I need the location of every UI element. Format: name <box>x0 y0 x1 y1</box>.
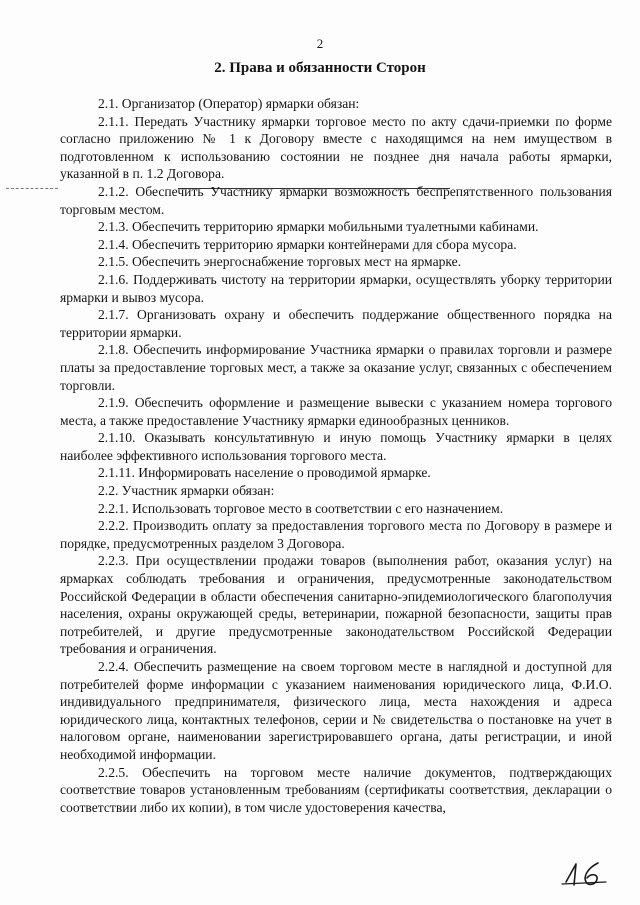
handwritten-page-number <box>560 858 610 888</box>
paragraph-2-1-1: 2.1.1. Передать Участнику ярмарки торговое место по акту сдачи-приемки по форме согласно приложению № 1 к Договору вместе с находящимся на нем имуществом в подготовленном к использованию состоянии не позднее дня начала работы ярмарки, указанной в п. 1.2 Договора. <box>60 113 612 182</box>
paragraph-2-1-5: 2.1.5. Обеспечить энергоснабжение торговых мест на ярмарке. <box>98 254 462 270</box>
paragraph-2-1-10: 2.1.10. Оказывать консультативную и иную помощь Участнику ярмарки в целях наиболее эффективного использования торгового места. <box>60 430 612 463</box>
paragraph-2-1-8: 2.1.8. Обеспечить информирование Участника ярмарки о правилах торговли и размере платы за предоставление торговых мест, а также за оказание услуг, связанных с обеспечением торговли. <box>60 342 612 393</box>
paragraph-2-1-7: 2.1.7. Организовать охрану и обеспечить поддержание общественного порядка на территории ярмарки. <box>60 307 612 340</box>
page-number: 2 <box>316 36 324 51</box>
paragraph-2-2: 2.2. Участник ярмарки обязан: <box>98 483 275 499</box>
paragraph-2-1: 2.1. Организатор (Оператор) ярмарки обязан: <box>98 96 360 111</box>
paragraph-2-2-3: 2.2.3. При осуществлении продажи товаров (выполнения работ, оказания услуг) на ярмарках соблюдать требования и ограничения, предусмотренные законодательством Российской Федерации в области обеспечения санитарно-эпидемиологического благополучия населения, охраны окружающей среды, ветеринарии, пожарной безопасности, защиты прав потребителей, и другие предусмотренные законодательством Российской Федерации требования и ограничения. <box>60 553 612 657</box>
paragraph-2-2-4: 2.2.4. Обеспечить размещение на своем торговом месте в наглядной и доступной для потребителей форме информации с указанием наименования юридического лица, Ф.И.О. индивидуального предпринимателя, физического лица, места нахождения и адреса юридического лица, контактных телефонов, серии и № свидетельства о постановке на учет в налоговом органе, наименовании зарегистрировавшего органа, даты регистрации, и иной необходимой информации. <box>60 659 612 762</box>
paragraph-2-2-5: 2.2.5. Обеспечить на торговом месте наличие документов, подтверждающих соответствие товаров установленным требованиям (сертификаты соответствия, декларации о соответствии либо их копии), в том числе удостоверения качества, <box>60 764 612 815</box>
paragraph-2-1-6: 2.1.6. Поддерживать чистоту на территории ярмарки, осуществлять уборку территории ярмарки и вывоз мусора. <box>60 271 612 305</box>
paragraph-2-2-1: 2.2.1. Использовать торговое место в соответствии с его назначением. <box>98 500 504 516</box>
paragraph-2-1-9: 2.1.9. Обеспечить оформление и размещение вывески с указанием номера торгового места, а также предоставление Участнику ярмарки единообразных ценников. <box>60 395 612 428</box>
paragraph-2-1-4: 2.1.4. Обеспечить территорию ярмарки контейнерами для сбора мусора. <box>98 236 517 252</box>
section-heading: 2. Права и обязанности Сторон <box>214 60 426 76</box>
paragraph-2-1-11: 2.1.11. Информировать население о проводимой ярмарке. <box>98 465 431 481</box>
paragraph-2-2-2: 2.2.2. Производить оплату за предоставления торгового места по Договору в размере и порядке, предусмотренных разделом 3 Договора. <box>60 518 612 551</box>
document-body <box>60 95 612 816</box>
paragraph-2-1-3: 2.1.3. Обеспечить территорию ярмарки мобильными туалетными кабинами. <box>98 219 539 235</box>
paragraph-2-1-2: 2.1.2. Обеспечить Участнику ярмарки возможность беспрепятственного пользования торговым местом. <box>60 183 612 217</box>
margin-mark <box>6 188 58 189</box>
